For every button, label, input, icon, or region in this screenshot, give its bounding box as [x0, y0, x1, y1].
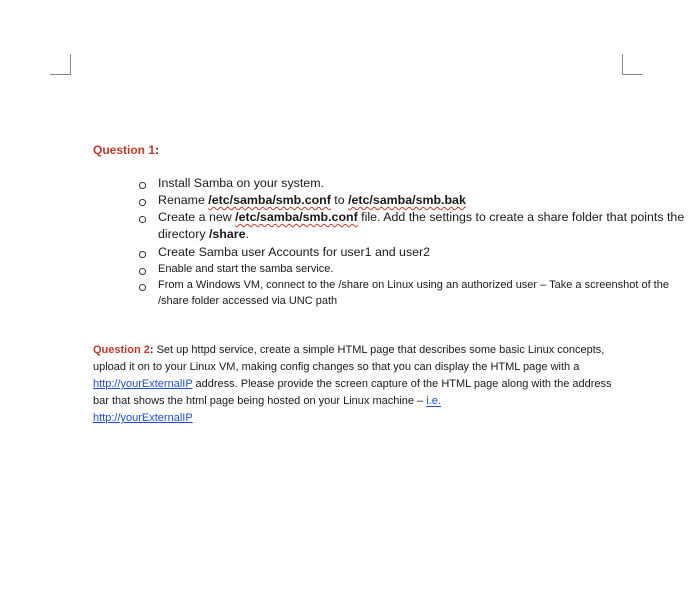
item-text: Enable and start the samba service. — [158, 263, 334, 275]
external-ip-link-2[interactable]: http://yourExternalIP — [93, 412, 193, 424]
bullet-icon — [139, 182, 146, 189]
external-ip-link[interactable]: http://yourExternalIP — [93, 378, 193, 390]
bullet-icon — [139, 284, 146, 291]
item-pre: Rename — [158, 193, 209, 207]
item-pre: Create a new — [158, 210, 236, 224]
share-directory: /share — [208, 227, 246, 241]
item-text: Install Samba on your system. — [158, 176, 324, 190]
item-text: From a Windows VM, connect to the /share on Linux using an authorized user – Take a screenshot of the /share folder accessed via UNC path — [158, 279, 669, 307]
ie-abbreviation: i.e. — [426, 395, 441, 407]
question-2-colon: : — [149, 344, 154, 356]
list-item — [0, 277, 700, 309]
item-mid: to — [330, 193, 349, 207]
question-2-paragraph — [93, 342, 623, 427]
bullet-icon — [139, 199, 146, 206]
list-item — [0, 175, 700, 192]
question-2-text-part1: Set up httpd service, create a simple HTML page that describes some basic Linux concepts, upload it on to your Linux VM, making config changes so that you can display the HTML page with a — [93, 344, 605, 373]
question-2-text-part2: address. Please provide the screen capture of the HTML page along with the address bar that shows the html page being hosted on your Linux machine – — [93, 378, 612, 407]
item-post: file. Add the settings to create a share folder that points the directory — [158, 210, 685, 241]
page-corner-mark-top-right — [622, 54, 643, 75]
bullet-icon — [139, 216, 146, 223]
page-corner-mark-top-left — [50, 54, 71, 75]
path-smb-conf: /etc/samba/smb.conf — [208, 193, 331, 207]
list-item — [0, 261, 700, 277]
question-1-list — [0, 175, 700, 309]
list-item — [0, 209, 700, 243]
path-smb-bak: /etc/samba/smb.bak — [348, 193, 466, 207]
path-smb-conf: /etc/samba/smb.conf — [235, 210, 358, 224]
question-2-label: Question 2 — [93, 344, 150, 356]
list-item — [0, 244, 700, 261]
bullet-icon — [139, 268, 146, 275]
question-1-label: Question 1 — [93, 143, 156, 157]
item-text: Create Samba user Accounts for user1 and user2 — [158, 245, 431, 259]
question-1-colon: : — [155, 143, 160, 157]
list-item — [0, 192, 700, 209]
bullet-icon — [139, 251, 146, 258]
question-1-heading — [93, 143, 159, 157]
item-end: . — [245, 227, 249, 241]
